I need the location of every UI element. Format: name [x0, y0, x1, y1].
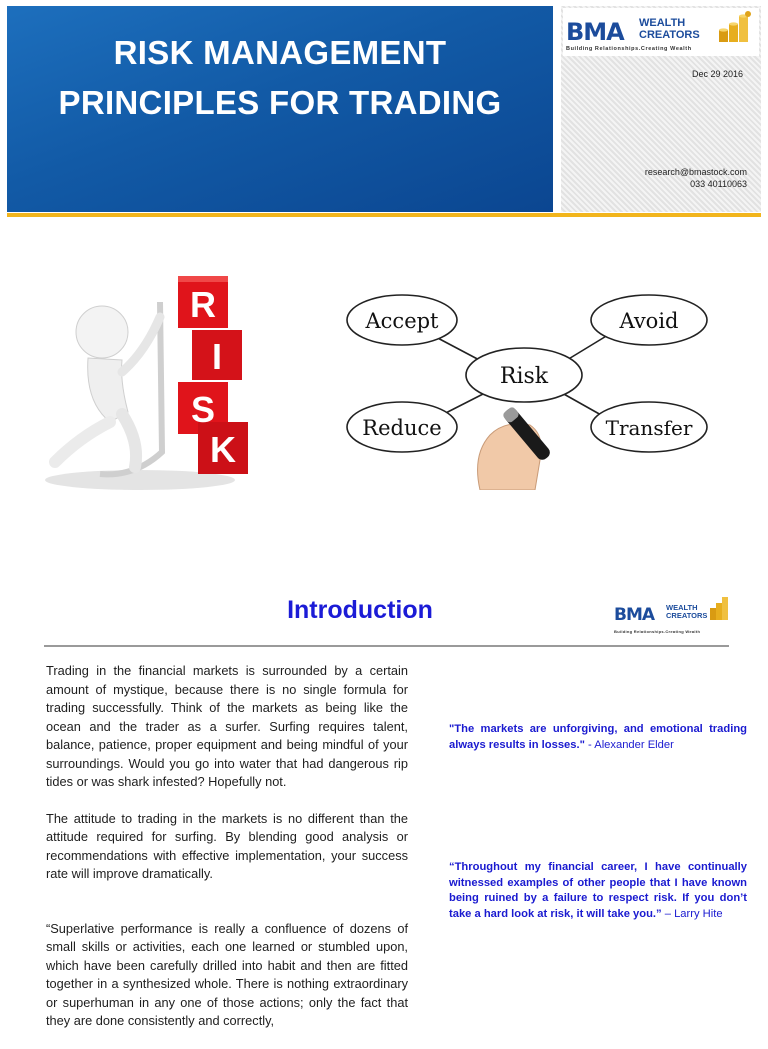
header-divider [7, 213, 761, 217]
intro-paragraph-3: “Superlative performance is really a confluence of dozens of small skills or activities, each one learned or stumbled upon, which have been carefully drilled into habit and then are fitted together in a synthesized whole. There is nothing extraordinary or superhuman in any one of those actions; only the fact that they are done consistently and correctly, [46, 920, 408, 1028]
section-divider [44, 645, 729, 647]
title-line-1: RISK MANAGEMENT [113, 34, 447, 71]
logo-tagline: Building Relationships.Creating Wealth [566, 46, 692, 52]
logo-word-creators-small: CREATORS [666, 611, 708, 620]
quote-2-author: – Larry Hite [661, 907, 723, 920]
logo-word-creators: CREATORS [639, 29, 700, 41]
bma-logo [563, 8, 759, 56]
coin-stack-icon-small [708, 594, 730, 622]
bma-logo-small [612, 592, 732, 638]
quote-2-text: “Throughout my financial career, I have continually witnessed examples of other people that I have known being ruined by a failure to respect risk. If you don’t take a hard look at risk, it will take you.” [449, 861, 747, 920]
quote-1-author: - Alexander Elder [584, 738, 674, 751]
diagram-node-risk: Risk [499, 364, 549, 389]
contact-email[interactable]: research@bmastock.com [644, 167, 747, 177]
hand-marker-icon [478, 406, 553, 490]
contact-phone: 033 40110063 [690, 179, 747, 189]
diagram-node-accept: Accept [365, 309, 439, 333]
risk-blocks-illustration [40, 262, 260, 512]
quote-alexander-elder [449, 722, 747, 753]
quote-1-text: "The markets are unforgiving, and emotional trading always results in losses." [449, 723, 747, 751]
coin-stack-icon [715, 10, 755, 44]
logo-word-wealth-small: WEALTH [666, 603, 698, 612]
logo-wordmark [639, 17, 700, 41]
block-letter-s: S [190, 389, 216, 430]
block-letter-k: K [210, 429, 236, 470]
figure-person-icon [55, 306, 160, 467]
report-date: Dec 29 2016 [691, 69, 743, 79]
intro-paragraph-1: Trading in the financial markets is surrounded by a certain amount of mystique, because there is no single formula for trading successfully. Think of the markets as being like the ocean and the trader as a surfer. Surfing requires talent, balance, patience, proper equipment and being mindful of your surroundings. Would you go into water that had dangerous rip tides or was shark infested? Hopefully not. [46, 663, 408, 789]
logo-mark: BMA [566, 18, 624, 46]
logo-wordmark-small [666, 604, 707, 620]
diagram-node-reduce: Reduce [362, 416, 442, 440]
title-line-2: PRINCIPLES FOR TRADING [58, 84, 502, 121]
section-title-introduction: Introduction [287, 596, 433, 624]
diagram-node-avoid: Avoid [619, 309, 679, 333]
logo-word-wealth: WEALTH [639, 17, 686, 29]
quote-larry-hite [449, 860, 747, 922]
contact-info [561, 166, 747, 190]
block-letter-i: I [211, 336, 223, 377]
logo-tagline-small: Building Relationships.Creating Wealth [614, 629, 701, 634]
header-banner [7, 6, 553, 212]
logo-mark-small: BMA [614, 605, 655, 625]
intro-paragraph-2: The attitude to trading in the markets is no different than the attitude required for surfing. By blending good analysis or recommendations with effective implementation, your success rate will improve dramatically. [46, 810, 408, 881]
risk-strategy-diagram [340, 285, 715, 490]
document-title [7, 28, 553, 128]
block-letter-r: R [190, 284, 216, 325]
intro-body-text [46, 662, 408, 1049]
diagram-node-transfer: Transfer [605, 416, 693, 440]
